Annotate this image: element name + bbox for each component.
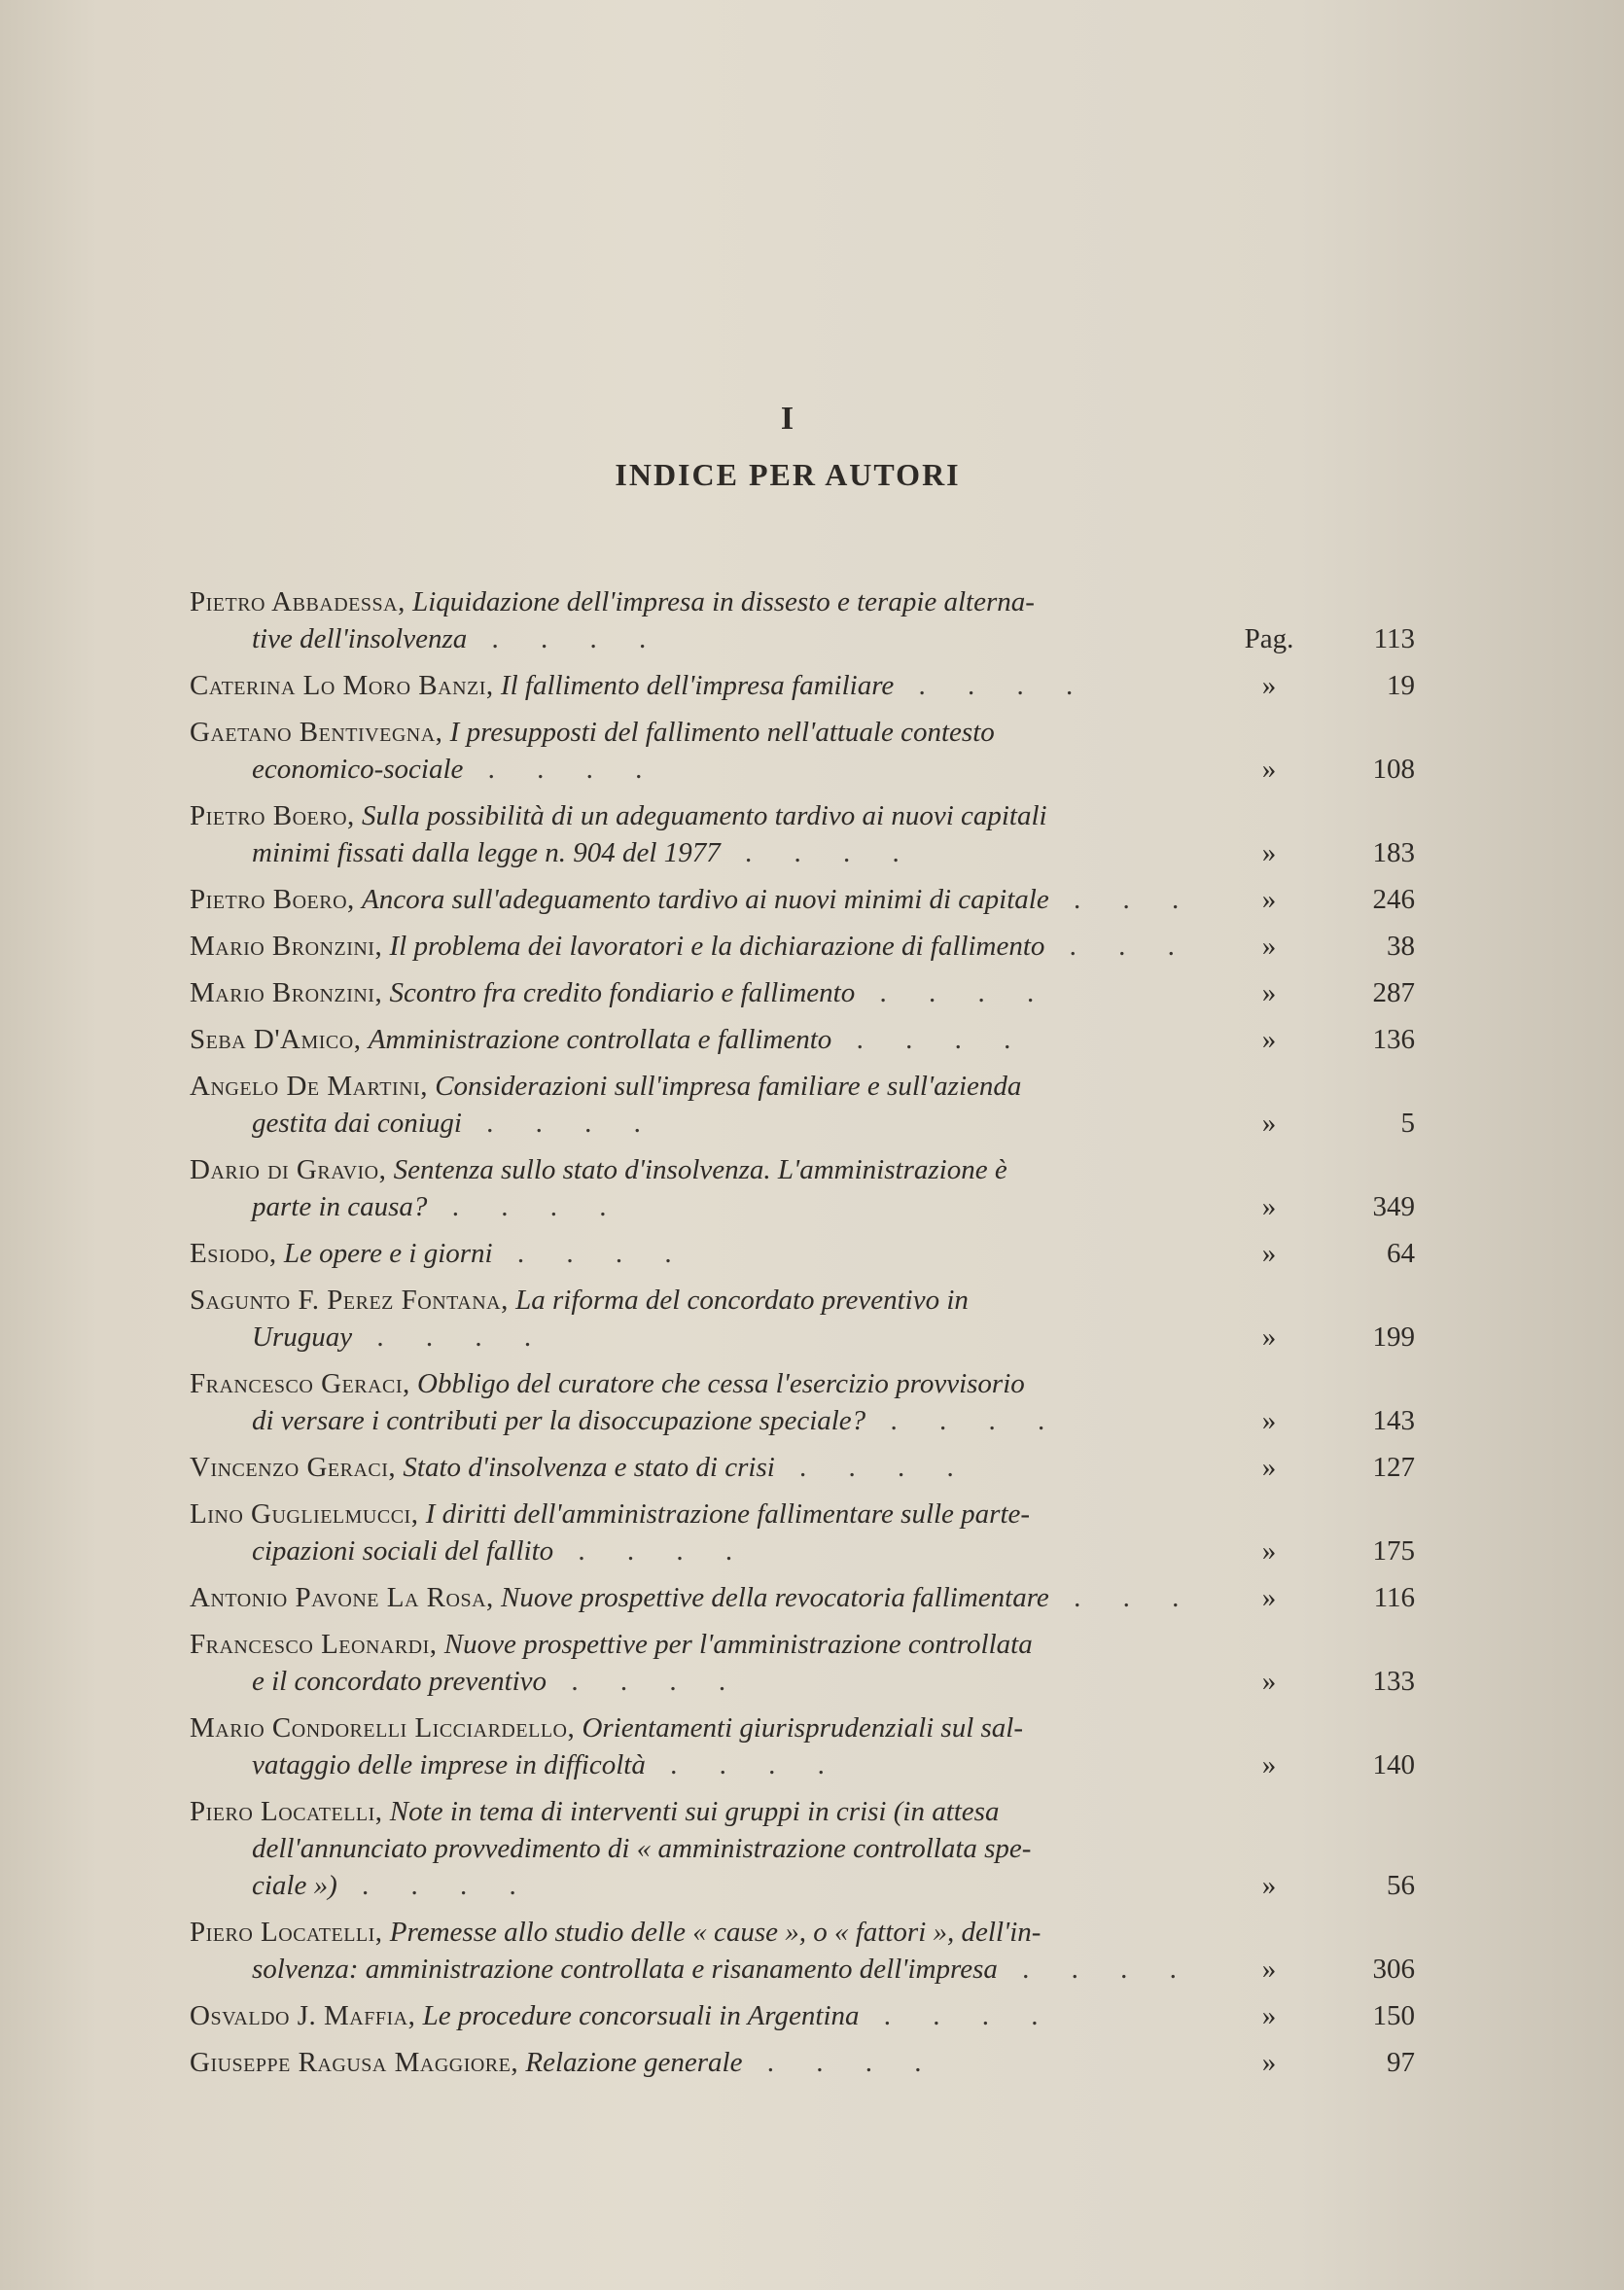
entry-first-line	[190, 1914, 1240, 1951]
entry-title: parte in causa?	[252, 1191, 428, 1222]
entry-continuation-line	[190, 1951, 1240, 1988]
entry-author: Piero Locatelli,	[190, 1796, 383, 1827]
page-reference	[1240, 1579, 1415, 1616]
entry-title: Note in tema di interventi sui gruppi in crisi (in attesa	[389, 1796, 1000, 1827]
entry-title: Uruguay	[252, 1321, 353, 1353]
entry-author: Esiodo,	[190, 1238, 277, 1269]
index-entry	[190, 1579, 1415, 1616]
page-number: 38	[1387, 931, 1415, 962]
entry-continuation-line	[190, 1830, 1240, 1867]
page-reference	[1240, 1105, 1415, 1142]
entry-first-line	[190, 1021, 1240, 1058]
ditto-mark: »	[1261, 1666, 1277, 1697]
page-reference	[1240, 1867, 1415, 1904]
page-reference	[1240, 1951, 1415, 1988]
index-entry	[190, 928, 1415, 965]
entry-first-line	[190, 1151, 1240, 1188]
entry-title: Liquidazione dell'impresa in dissesto e terapie alterna-	[412, 586, 1035, 617]
index-entry	[190, 2044, 1415, 2081]
page-number: 56	[1387, 1870, 1415, 1901]
page-abbreviation: Pag.	[1244, 623, 1294, 654]
entry-title: Sulla possibilità di un adeguamento tardivo ai nuovi capitali	[362, 800, 1047, 831]
entry-continuation-line	[190, 834, 1240, 871]
leader-dots: . . . .	[553, 1535, 751, 1567]
entry-title: ciale »)	[252, 1870, 337, 1901]
index-entry	[190, 797, 1415, 871]
entry-first-line	[190, 583, 1240, 620]
ditto-mark: »	[1261, 1452, 1277, 1483]
entry-title: dell'annunciato provvedimento di « amministrazione controllata spe-	[252, 1833, 1032, 1864]
entry-first-line	[190, 714, 1240, 751]
page-number: 199	[1372, 1321, 1415, 1353]
leader-dots: . . . .	[894, 670, 1091, 701]
entry-first-line	[190, 2044, 1240, 2081]
entry-continuation-line	[190, 1402, 1240, 1439]
entry-title: Scontro fra credito fondiario e fallimento	[389, 977, 856, 1008]
entry-author: Lino Guglielmucci,	[190, 1498, 419, 1530]
entry-first-line	[190, 1365, 1240, 1402]
page-number: 143	[1372, 1405, 1415, 1436]
entry-first-line	[190, 1793, 1240, 1830]
ditto-mark: »	[1261, 1238, 1277, 1269]
page-reference	[1240, 1746, 1415, 1783]
entry-title: Nuove prospettive della revocatoria fallimentare	[501, 1582, 1049, 1613]
index-entry	[190, 1793, 1415, 1904]
index-entry	[190, 1709, 1415, 1783]
entry-first-line	[190, 1068, 1240, 1105]
entry-first-line	[190, 1709, 1240, 1746]
ditto-mark: »	[1261, 1191, 1277, 1222]
entry-title: solvenza: amministrazione controllata e risanamento dell'impresa	[252, 1954, 998, 1985]
entry-title: tive dell'insolvenza	[252, 623, 468, 654]
page-number: 150	[1372, 2000, 1415, 2031]
entry-title: La riforma del concordato preventivo in	[515, 1285, 969, 1316]
entry-author: Angelo De Martini,	[190, 1071, 428, 1102]
index-entry	[190, 1997, 1415, 2034]
index-entry	[190, 974, 1415, 1011]
ditto-mark: »	[1261, 670, 1277, 701]
index-entry	[190, 1914, 1415, 1988]
entry-author: Francesco Leonardi,	[190, 1629, 438, 1660]
index-entry	[190, 1151, 1415, 1225]
entry-title: vataggio delle imprese in difficoltà	[252, 1749, 646, 1780]
entry-title: Sentenza sullo stato d'insolvenza. L'amministrazione è	[393, 1154, 1007, 1185]
entry-author: Mario Condorelli Licciardello,	[190, 1712, 576, 1744]
entry-continuation-line	[190, 620, 1240, 657]
entry-first-line	[190, 1496, 1240, 1533]
page-number: 175	[1372, 1535, 1415, 1567]
entry-first-line	[190, 1449, 1240, 1486]
entry-author: Mario Bronzini,	[190, 931, 383, 962]
ditto-mark: »	[1261, 1405, 1277, 1436]
page-reference	[1240, 1402, 1415, 1439]
entry-author: Pietro Abbadessa,	[190, 586, 406, 617]
index-entry	[190, 881, 1415, 918]
ditto-mark: »	[1261, 1321, 1277, 1353]
entry-first-line	[190, 1579, 1240, 1616]
entry-author: Pietro Boero,	[190, 884, 355, 915]
ditto-mark: »	[1261, 1024, 1277, 1055]
entry-first-line	[190, 974, 1240, 1011]
entry-title: e il concordato preventivo	[252, 1666, 547, 1697]
entry-title: cipazioni sociali del fallito	[252, 1535, 554, 1567]
entry-title: di versare i contributi per la disoccupazione speciale?	[252, 1405, 866, 1436]
page-number: 19	[1387, 670, 1415, 701]
author-index-list	[190, 583, 1415, 2091]
entry-title: Amministrazione controllata e fallimento	[368, 1024, 832, 1055]
index-entry	[190, 1021, 1415, 1058]
entry-title: Considerazioni sull'impresa familiare e sull'azienda	[435, 1071, 1022, 1102]
ditto-mark: »	[1261, 1535, 1277, 1567]
page-number: 127	[1372, 1452, 1415, 1483]
ditto-mark: »	[1261, 931, 1277, 962]
leader-dots: . . . .	[859, 2000, 1056, 2031]
entry-author: Dario di Gravio,	[190, 1154, 387, 1185]
ditto-mark: »	[1261, 1749, 1277, 1780]
entry-title: Relazione generale	[525, 2047, 743, 2078]
entry-title: Il problema dei lavoratori e la dichiarazione di fallimento	[389, 931, 1045, 962]
leader-dots: . . . .	[336, 1870, 534, 1901]
entry-title: I presupposti del fallimento nell'attuale contesto	[449, 717, 995, 748]
entry-title: Orientamenti giurisprudenziali sul sal-	[582, 1712, 1024, 1744]
page-number: 113	[1373, 623, 1415, 654]
leader-dots: . . . .	[855, 977, 1052, 1008]
index-entry	[190, 1365, 1415, 1439]
index-entry	[190, 1282, 1415, 1356]
entry-continuation-line	[190, 1533, 1240, 1569]
entry-first-line	[190, 1997, 1240, 2034]
ditto-mark: »	[1261, 2000, 1277, 2031]
entry-title: Nuove prospettive per l'amministrazione controllata	[443, 1629, 1033, 1660]
ditto-mark: »	[1261, 2047, 1277, 2078]
index-entry	[190, 1496, 1415, 1569]
page-reference	[1240, 1449, 1415, 1486]
index-entry	[190, 714, 1415, 788]
ditto-mark: »	[1261, 1582, 1277, 1613]
leader-dots: . . .	[1048, 1582, 1197, 1613]
entry-title: Le opere e i giorni	[283, 1238, 493, 1269]
entry-title: minimi fissati dalla legge n. 904 del 1977	[252, 837, 721, 868]
index-entry	[190, 1449, 1415, 1486]
entry-title: gestita dai coniugi	[252, 1108, 462, 1139]
entry-author: Antonio Pavone La Rosa,	[190, 1582, 494, 1613]
page-number: 140	[1372, 1749, 1415, 1780]
leader-dots: . . . .	[645, 1749, 842, 1780]
page-reference	[1240, 881, 1415, 918]
entry-author: Giuseppe Ragusa Maggiore,	[190, 2047, 519, 2078]
leader-dots: . . . .	[720, 837, 917, 868]
leader-dots: . . . .	[427, 1191, 624, 1222]
leader-dots: . . . .	[547, 1666, 744, 1697]
index-entry	[190, 583, 1415, 657]
ditto-mark: »	[1261, 1108, 1277, 1139]
page-number: 5	[1400, 1108, 1415, 1139]
entry-author: Caterina Lo Moro Banzi,	[190, 670, 494, 701]
page-reference	[1240, 1997, 1415, 2034]
page-number: 349	[1372, 1191, 1415, 1222]
entry-author: Pietro Boero,	[190, 800, 355, 831]
page-reference	[1240, 620, 1415, 657]
ditto-mark: »	[1261, 977, 1277, 1008]
page-reference	[1240, 667, 1415, 704]
entry-author: Mario Bronzini,	[190, 977, 383, 1008]
entry-title: economico-sociale	[252, 754, 464, 785]
index-entry	[190, 1626, 1415, 1700]
page-number: 108	[1372, 754, 1415, 785]
page-reference	[1240, 1533, 1415, 1569]
page-reference	[1240, 834, 1415, 871]
entry-first-line	[190, 928, 1240, 965]
section-number: I	[780, 401, 795, 437]
page-reference	[1240, 1235, 1415, 1272]
entry-first-line	[190, 1626, 1240, 1663]
page-reference	[1240, 974, 1415, 1011]
leader-dots: . . . .	[463, 754, 660, 785]
entry-title: Le procedure concorsuali in Argentina	[422, 2000, 860, 2031]
index-entry	[190, 1235, 1415, 1272]
page-number: 306	[1372, 1954, 1415, 1985]
page-reference	[1240, 1021, 1415, 1058]
entry-title: I diritti dell'amministrazione fallimentare sulle parte-	[425, 1498, 1031, 1530]
leader-dots: . . . .	[865, 1405, 1063, 1436]
entry-title: Obbligo del curatore che cessa l'esercizio provvisorio	[417, 1368, 1025, 1399]
ditto-mark: »	[1261, 1870, 1277, 1901]
entry-continuation-line	[190, 1663, 1240, 1700]
ditto-mark: »	[1261, 837, 1277, 868]
entry-author: Osvaldo J. Maffia,	[190, 2000, 416, 2031]
page-reference	[1240, 1319, 1415, 1356]
leader-dots: . . . .	[352, 1321, 549, 1353]
entry-author: Gaetano Bentivegna,	[190, 717, 443, 748]
entry-first-line	[190, 1235, 1240, 1272]
page-title: INDICE PER AUTORI	[615, 457, 961, 492]
page-number: 64	[1387, 1238, 1415, 1269]
entry-author: Vincenzo Geraci,	[190, 1452, 397, 1483]
entry-author: Seba D'Amico,	[190, 1024, 362, 1055]
page-reference	[1240, 1188, 1415, 1225]
entry-title: Premesse allo studio delle « cause », o « fattori », dell'in-	[389, 1917, 1041, 1948]
entry-continuation-line	[190, 1867, 1240, 1904]
entry-title: Ancora sull'adeguamento tardivo ai nuovi minimi di capitale	[362, 884, 1049, 915]
entry-title: Il fallimento dell'impresa familiare	[500, 670, 895, 701]
ditto-mark: »	[1261, 754, 1277, 785]
entry-author: Francesco Geraci,	[190, 1368, 410, 1399]
page-reference	[1240, 928, 1415, 965]
leader-dots: . . . .	[831, 1024, 1029, 1055]
page-number: 116	[1373, 1582, 1415, 1613]
ditto-mark: »	[1261, 884, 1277, 915]
index-entry	[190, 667, 1415, 704]
entry-author: Sagunto F. Perez Fontana,	[190, 1285, 509, 1316]
entry-continuation-line	[190, 1319, 1240, 1356]
leader-dots: . . . .	[742, 2047, 939, 2078]
entry-first-line	[190, 881, 1240, 918]
leader-dots: . . . .	[492, 1238, 689, 1269]
page-number: 183	[1372, 837, 1415, 868]
ditto-mark: »	[1261, 1954, 1277, 1985]
entry-first-line	[190, 667, 1240, 704]
page-reference	[1240, 1663, 1415, 1700]
page-reference	[1240, 2044, 1415, 2081]
leader-dots: . . . .	[461, 1108, 658, 1139]
entry-continuation-line	[190, 1746, 1240, 1783]
page-number: 133	[1372, 1666, 1415, 1697]
entry-continuation-line	[190, 1105, 1240, 1142]
entry-continuation-line	[190, 751, 1240, 788]
page-number: 246	[1372, 884, 1415, 915]
entry-title: Stato d'insolvenza e stato di crisi	[403, 1452, 775, 1483]
page-reference	[1240, 751, 1415, 788]
entry-continuation-line	[190, 1188, 1240, 1225]
entry-author: Piero Locatelli,	[190, 1917, 383, 1948]
page-number: 136	[1372, 1024, 1415, 1055]
leader-dots: . . . .	[774, 1452, 971, 1483]
entry-first-line	[190, 797, 1240, 834]
entry-first-line	[190, 1282, 1240, 1319]
leader-dots: . . .	[1044, 931, 1192, 962]
leader-dots: . . .	[1048, 884, 1197, 915]
page-number: 97	[1387, 2047, 1415, 2078]
leader-dots: . . . .	[997, 1954, 1194, 1985]
page-number: 287	[1372, 977, 1415, 1008]
leader-dots: . . . .	[467, 623, 664, 654]
index-entry	[190, 1068, 1415, 1142]
